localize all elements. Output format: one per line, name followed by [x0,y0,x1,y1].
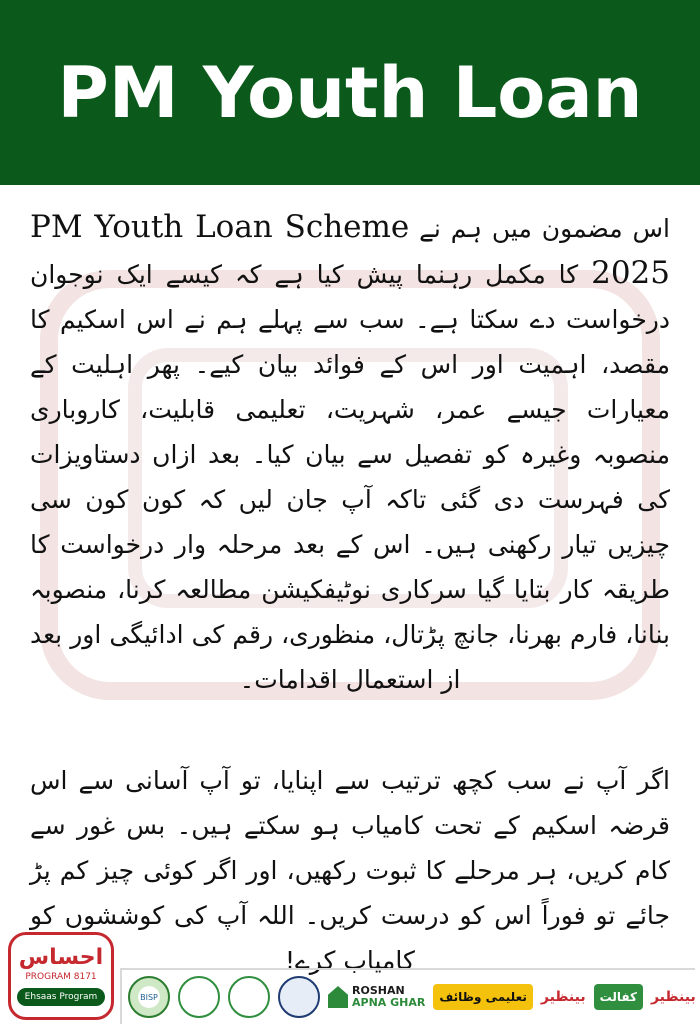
benazir-label-2: بینظیر [650,989,696,1005]
article-body [30,205,670,983]
paragraph-1-urdu-rest: کا مکمل رہنما پیش کیا ہے کہ کیسے ایک نوجوان درخواست دے سکتا ہے۔ سب سے پہلے ہم نے اس اسکیم کا مقصد، اہمیت اور اس کے فوائد بیان کیے۔ پھر اہلیت کے معیارات جیسے عمر، شہریت، تعلیمی قابلیت، کاروباری منصوبہ وغیرہ کو تفصیل سے بیان کیا۔ بعد ازاں دستاویزات کی فہرست دی گئی تاکہ آپ جان لیں کہ کون کون سی چیزیں تیار رکھنی ہیں۔ اس کے بعد مرحلہ وار درخواست کا طریقہ کار بتایا گیا سرکاری نوٹیفکیشن مطالعہ کرنا، منصوبہ بنانا، فارم بھرنا، جانچ پڑتال، منظوری، رقم کی ادائیگی اور بعد از استعمال اقدامات۔ [30,260,670,694]
roshan-line-1: ROSHAN [352,984,405,997]
paragraph-2: اگر آپ نے سب کچھ ترتیب سے اپنایا، تو آپ آسانی سے اس قرضہ اسکیم کے تحت کامیاب ہو سکتے ہیں۔ بس غور سے کام کریں، ہر مرحلے کا ثبوت رکھیں، اور اگر کوئی چیز کم پڑ جائے تو فوراً اس کو درست کریں۔ اللہ آپ کی کوششوں کو کامیاب کرے! [30,766,670,975]
roshan-line-2: APNA GHAR [352,996,426,1009]
kafaalat-badge: کفالت [594,984,643,1010]
house-icon [328,986,348,1008]
title-banner [0,0,700,185]
paragraph-1-urdu-start: اس مضمون میں ہم نے [419,214,670,243]
paragraph-1 [30,205,670,702]
benazir-label-1: بینظیر [540,989,586,1005]
partner-logo-strip [120,968,695,1024]
ehsaas-logo [8,932,114,1020]
footer-logos [0,930,700,1024]
government-seal-icon [278,976,320,1018]
ehsaas-program-pill: Ehsaas Program [17,988,105,1006]
bisp-logo [128,976,170,1018]
taleemi-wazaif-badge: تعلیمی وظائف [433,984,533,1010]
scheme-name: PM Youth Loan Scheme 2025 [30,209,670,291]
roshan-text [352,985,425,1009]
page-title: PM Youth Loan [57,51,643,134]
nutrition-logo-icon [228,976,270,1018]
health-logo-icon [178,976,220,1018]
roshan-apna-ghar-logo [328,985,425,1009]
bisp-label: BISP [140,992,158,1002]
ehsaas-logo-urdu: احساس [18,945,104,970]
ehsaas-program-code: PROGRAM 8171 [25,972,97,982]
